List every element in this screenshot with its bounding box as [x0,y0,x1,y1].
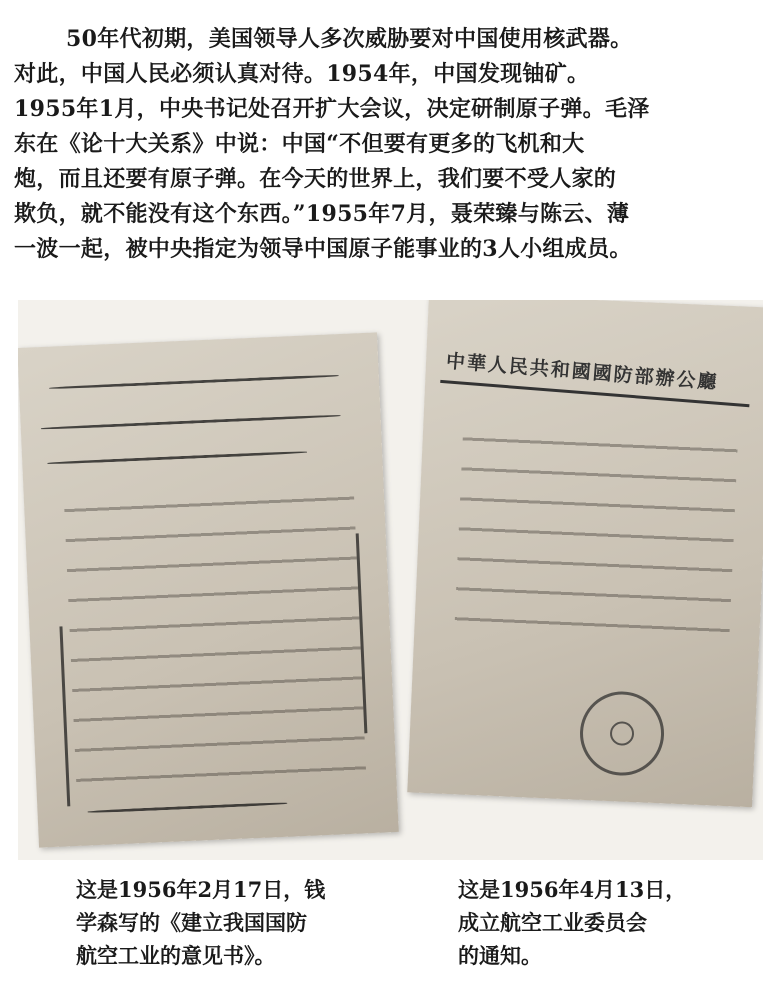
aviation-committee-notice-document [407,300,763,807]
caption-line: 这是1956年2月17日，钱 [76,877,326,902]
intro-paragraph [14,22,756,267]
typed-text-lines [64,484,366,786]
handwriting-signature [88,802,288,814]
caption-left [76,873,325,972]
qian-xuesen-proposal-document [18,332,399,847]
intro-line: 对此，中国人民必须认真对待。1954年，中国发现铀矿。 [14,61,590,87]
typed-text-lines [454,424,738,656]
intro-line: 1955年1月，中央书记处召开扩大会议，决定研制原子弹。毛泽 [14,96,650,122]
handwriting-annotation [47,451,307,465]
caption-right [458,873,686,972]
caption-line: 航空工业的意见书》。 [76,943,276,968]
caption-line: 学森写的《建立我国国防 [76,910,307,935]
handwriting-annotation [41,414,341,430]
intro-line: 50年代初期，美国领导人多次威胁要对中国使用核武器。 [66,26,633,52]
handwriting-annotation [49,374,339,390]
intro-line: 欺负，就不能没有这个东西。”1955年7月，聂荣臻与陈云、薄 [14,201,630,227]
letterhead: 中華人民共和國國防部辦公廳 [445,350,720,394]
official-seal [578,690,666,778]
caption-line: 的通知。 [458,943,542,968]
historical-documents-photo [18,300,763,860]
intro-line: 炮，而且还要有原子弹。在今天的世界上，我们要不受人家的 [14,166,617,192]
caption-line: 成立航空工业委员会 [458,910,647,935]
caption-line: 这是1956年4月13日， [458,877,687,902]
intro-line: 一波一起，被中央指定为领导中国原子能事业的3人小组成员。 [14,236,632,262]
intro-line: 东在《论十大关系》中说：中国“不但要有更多的飞机和大 [14,131,585,157]
